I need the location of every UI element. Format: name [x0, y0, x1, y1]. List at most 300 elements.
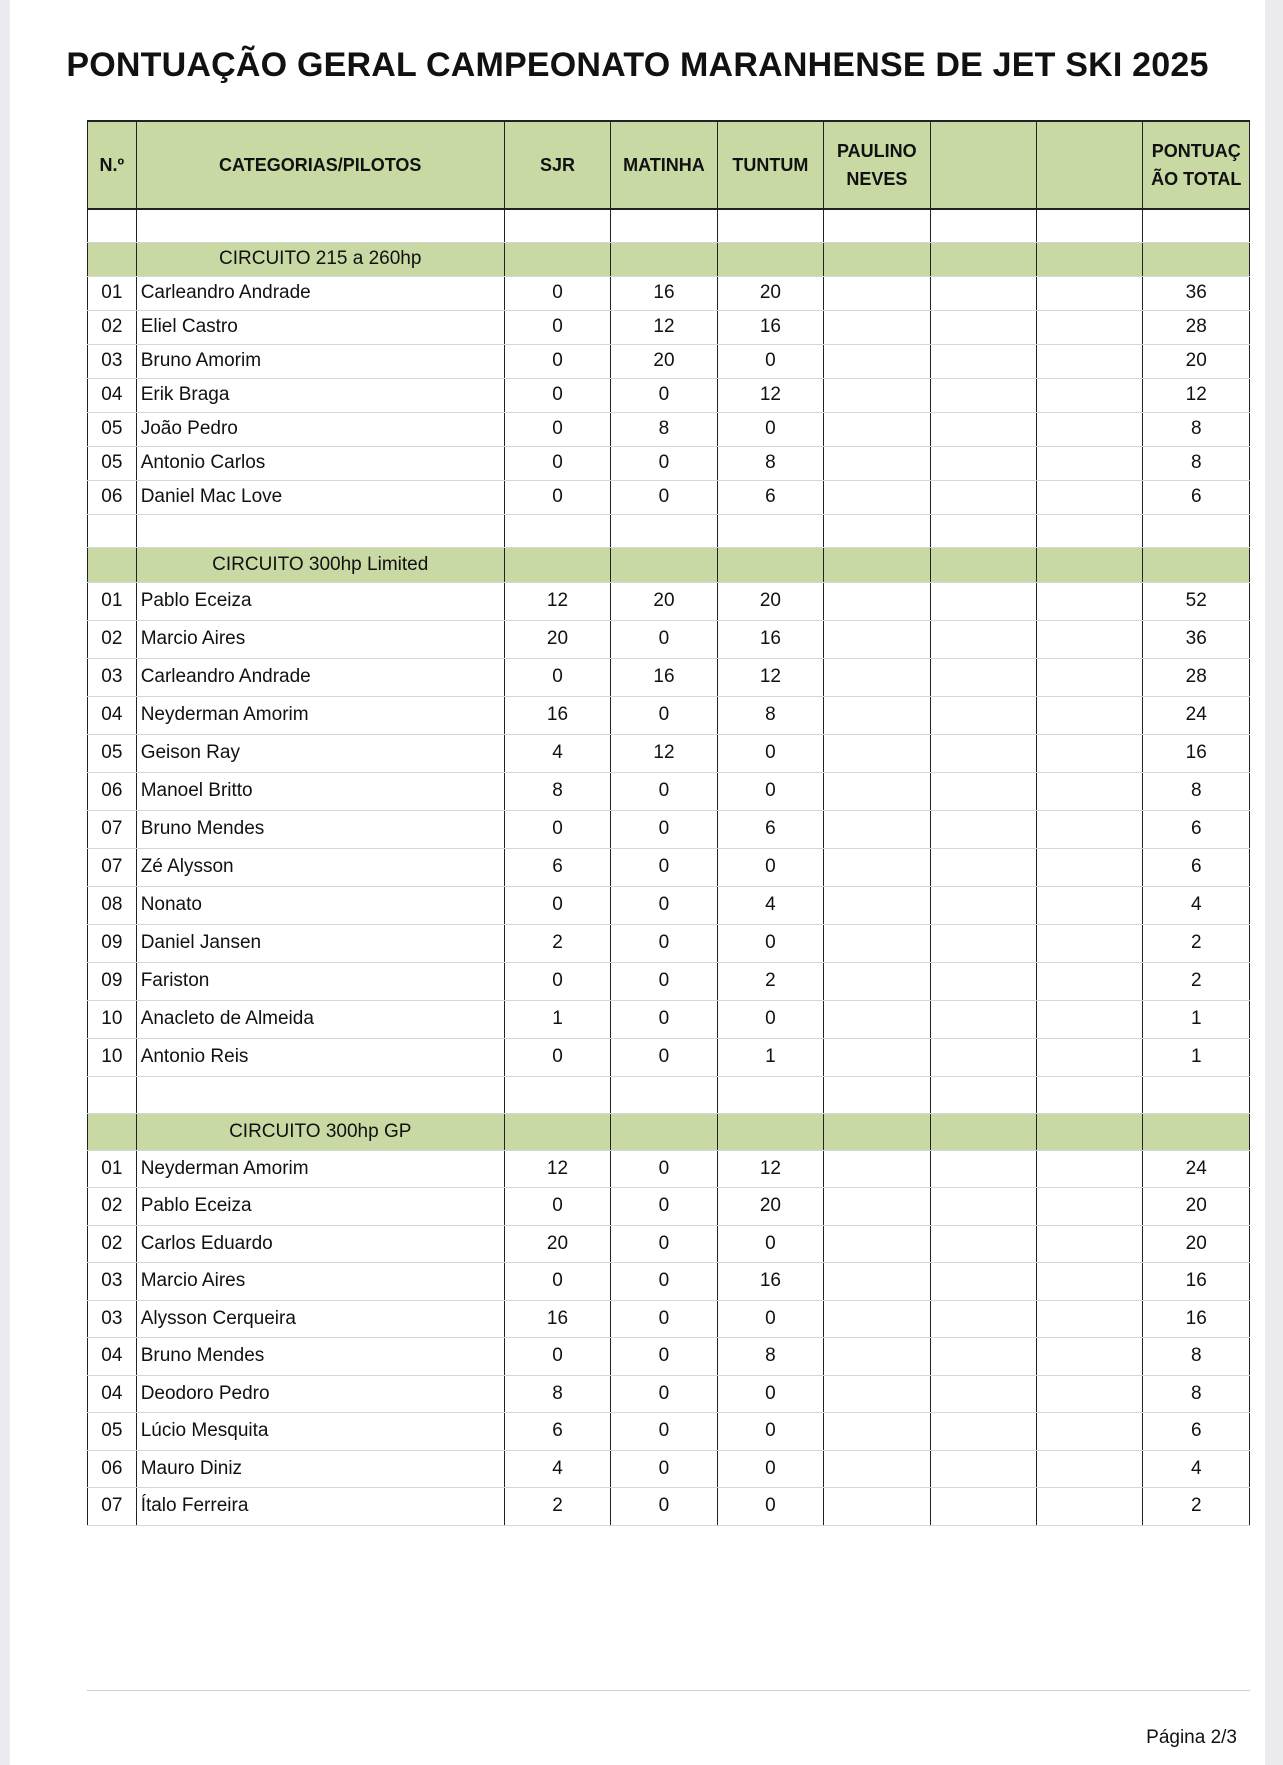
category-title: CIRCUITO 215 a 260hp: [136, 242, 504, 276]
empty-cell: [930, 378, 1036, 412]
position-cell: 06: [88, 480, 137, 514]
matinha-points-cell: 0: [611, 810, 717, 848]
tuntum-points-cell: 0: [717, 924, 823, 962]
empty-cell: [88, 242, 137, 276]
position-cell: 03: [88, 344, 137, 378]
tuntum-points-cell: 20: [717, 1188, 823, 1226]
empty-cell: [1037, 242, 1143, 276]
table-row: [88, 1150, 1250, 1188]
header-num: N.º: [88, 121, 137, 209]
empty-cell: [930, 1113, 1036, 1150]
total-points-cell: 1: [1143, 1000, 1250, 1038]
total-points-cell: 2: [1143, 1488, 1250, 1526]
empty-cell: [1037, 924, 1143, 962]
empty-cell: [930, 810, 1036, 848]
empty-cell: [930, 412, 1036, 446]
empty-cell: [930, 446, 1036, 480]
sjr-points-cell: 0: [504, 886, 610, 924]
table-row: [88, 480, 1250, 514]
sjr-points-cell: 2: [504, 924, 610, 962]
paulino-neves-points-cell: [824, 1413, 930, 1451]
empty-cell: [1037, 1000, 1143, 1038]
pilot-name-cell: Antonio Reis: [136, 1038, 504, 1076]
empty-cell: [1037, 1375, 1143, 1413]
empty-cell: [504, 242, 610, 276]
tuntum-points-cell: 20: [717, 582, 823, 620]
tuntum-points-cell: 16: [717, 310, 823, 344]
matinha-points-cell: 0: [611, 1450, 717, 1488]
tuntum-points-cell: 6: [717, 810, 823, 848]
paulino-neves-points-cell: [824, 1188, 930, 1226]
header-total: PONTUAÇ ÃO TOTAL: [1143, 121, 1250, 209]
empty-cell: [930, 924, 1036, 962]
empty-cell: [88, 209, 137, 242]
paulino-neves-points-cell: [824, 924, 930, 962]
pilot-name-cell: Pablo Eceiza: [136, 582, 504, 620]
matinha-points-cell: 0: [611, 848, 717, 886]
empty-cell: [930, 962, 1036, 1000]
matinha-points-cell: 20: [611, 344, 717, 378]
position-cell: 06: [88, 1450, 137, 1488]
table-row: [88, 1375, 1250, 1413]
empty-cell: [930, 1263, 1036, 1301]
empty-cell: [611, 209, 717, 242]
sjr-points-cell: 0: [504, 276, 610, 310]
total-points-cell: 20: [1143, 1225, 1250, 1263]
table-row: [88, 412, 1250, 446]
total-points-cell: 52: [1143, 582, 1250, 620]
matinha-points-cell: 0: [611, 1375, 717, 1413]
total-points-cell: 8: [1143, 446, 1250, 480]
empty-cell: [1037, 848, 1143, 886]
matinha-points-cell: 0: [611, 378, 717, 412]
total-points-cell: 36: [1143, 620, 1250, 658]
empty-cell: [1037, 310, 1143, 344]
tuntum-points-cell: 20: [717, 276, 823, 310]
total-points-cell: 28: [1143, 658, 1250, 696]
paulino-neves-points-cell: [824, 620, 930, 658]
position-cell: 04: [88, 696, 137, 734]
matinha-points-cell: 0: [611, 1338, 717, 1376]
sjr-points-cell: 0: [504, 962, 610, 1000]
sjr-points-cell: 8: [504, 772, 610, 810]
table-row: [88, 1488, 1250, 1526]
matinha-points-cell: 0: [611, 1038, 717, 1076]
paulino-neves-points-cell: [824, 446, 930, 480]
tuntum-points-cell: 2: [717, 962, 823, 1000]
matinha-points-cell: 20: [611, 582, 717, 620]
sjr-points-cell: 0: [504, 310, 610, 344]
empty-cell: [930, 209, 1036, 242]
empty-cell: [504, 514, 610, 547]
total-points-cell: 16: [1143, 1300, 1250, 1338]
position-cell: 02: [88, 1188, 137, 1226]
empty-cell: [611, 547, 717, 582]
empty-cell: [1143, 242, 1250, 276]
matinha-points-cell: 0: [611, 962, 717, 1000]
empty-cell: [930, 1450, 1036, 1488]
tuntum-points-cell: 6: [717, 480, 823, 514]
paulino-neves-points-cell: [824, 1375, 930, 1413]
standings-table-container: [87, 120, 1250, 1691]
sjr-points-cell: 16: [504, 696, 610, 734]
paulino-neves-points-cell: [824, 480, 930, 514]
tuntum-points-cell: 1: [717, 1038, 823, 1076]
position-cell: 07: [88, 848, 137, 886]
position-cell: 04: [88, 378, 137, 412]
pilot-name-cell: Alysson Cerqueira: [136, 1300, 504, 1338]
pilot-name-cell: Marcio Aires: [136, 1263, 504, 1301]
empty-cell: [1143, 1076, 1250, 1113]
empty-cell: [1037, 772, 1143, 810]
pilot-name-cell: Neyderman Amorim: [136, 696, 504, 734]
empty-cell: [717, 1113, 823, 1150]
tuntum-points-cell: 12: [717, 378, 823, 412]
standings-table: [87, 120, 1250, 1526]
total-points-cell: 4: [1143, 1450, 1250, 1488]
paulino-neves-points-cell: [824, 1488, 930, 1526]
sjr-points-cell: 6: [504, 848, 610, 886]
empty-cell: [1037, 1225, 1143, 1263]
spacer-row: [88, 514, 1250, 547]
matinha-points-cell: 0: [611, 772, 717, 810]
tuntum-points-cell: 16: [717, 1263, 823, 1301]
empty-cell: [88, 514, 137, 547]
sjr-points-cell: 20: [504, 620, 610, 658]
total-points-cell: 2: [1143, 924, 1250, 962]
table-row: [88, 1038, 1250, 1076]
empty-cell: [930, 772, 1036, 810]
empty-cell: [1037, 344, 1143, 378]
tuntum-points-cell: 0: [717, 1488, 823, 1526]
position-cell: 07: [88, 1488, 137, 1526]
position-cell: 01: [88, 582, 137, 620]
pilot-name-cell: Zé Alysson: [136, 848, 504, 886]
tuntum-points-cell: 12: [717, 1150, 823, 1188]
tuntum-points-cell: 0: [717, 848, 823, 886]
sjr-points-cell: 12: [504, 582, 610, 620]
tuntum-points-cell: 4: [717, 886, 823, 924]
empty-cell: [930, 514, 1036, 547]
table-row: [88, 310, 1250, 344]
empty-cell: [1037, 547, 1143, 582]
sjr-points-cell: 0: [504, 412, 610, 446]
matinha-points-cell: 16: [611, 276, 717, 310]
empty-cell: [504, 1076, 610, 1113]
empty-cell: [930, 1000, 1036, 1038]
position-cell: 09: [88, 962, 137, 1000]
paulino-neves-points-cell: [824, 1300, 930, 1338]
total-points-cell: 8: [1143, 1375, 1250, 1413]
matinha-points-cell: 12: [611, 310, 717, 344]
position-cell: 08: [88, 886, 137, 924]
empty-cell: [136, 209, 504, 242]
position-cell: 02: [88, 1225, 137, 1263]
sjr-points-cell: 16: [504, 1300, 610, 1338]
sjr-points-cell: 4: [504, 734, 610, 772]
sjr-points-cell: 0: [504, 1038, 610, 1076]
table-body: [88, 209, 1250, 1525]
empty-cell: [1037, 734, 1143, 772]
matinha-points-cell: 0: [611, 446, 717, 480]
empty-cell: [1037, 1413, 1143, 1451]
empty-cell: [1037, 514, 1143, 547]
spacer-row: [88, 209, 1250, 242]
empty-cell: [930, 480, 1036, 514]
table-row: [88, 1263, 1250, 1301]
empty-cell: [1143, 209, 1250, 242]
position-cell: 02: [88, 310, 137, 344]
empty-cell: [930, 1150, 1036, 1188]
empty-cell: [504, 1113, 610, 1150]
table-row: [88, 446, 1250, 480]
pilot-name-cell: Carleandro Andrade: [136, 276, 504, 310]
empty-cell: [1037, 962, 1143, 1000]
position-cell: 05: [88, 446, 137, 480]
paulino-neves-points-cell: [824, 1225, 930, 1263]
empty-cell: [930, 547, 1036, 582]
sjr-points-cell: 6: [504, 1413, 610, 1451]
empty-cell: [1037, 1338, 1143, 1376]
category-row: [88, 1113, 1250, 1150]
empty-cell: [930, 620, 1036, 658]
empty-cell: [717, 242, 823, 276]
position-cell: 03: [88, 658, 137, 696]
total-points-cell: 6: [1143, 848, 1250, 886]
empty-cell: [930, 582, 1036, 620]
empty-cell: [611, 514, 717, 547]
empty-cell: [824, 1113, 930, 1150]
total-points-cell: 6: [1143, 480, 1250, 514]
pilot-name-cell: Erik Braga: [136, 378, 504, 412]
empty-cell: [930, 1188, 1036, 1226]
tuntum-points-cell: 0: [717, 1413, 823, 1451]
tuntum-points-cell: 0: [717, 1375, 823, 1413]
position-cell: 04: [88, 1338, 137, 1376]
empty-cell: [930, 242, 1036, 276]
empty-cell: [1037, 1113, 1143, 1150]
empty-cell: [136, 514, 504, 547]
table-row: [88, 886, 1250, 924]
header-category: CATEGORIAS/PILOTOS: [136, 121, 504, 209]
empty-cell: [930, 1338, 1036, 1376]
pilot-name-cell: Geison Ray: [136, 734, 504, 772]
table-row: [88, 1450, 1250, 1488]
empty-cell: [1037, 1150, 1143, 1188]
table-row: [88, 658, 1250, 696]
empty-cell: [930, 1488, 1036, 1526]
sjr-points-cell: 0: [504, 1338, 610, 1376]
tuntum-points-cell: 8: [717, 446, 823, 480]
paulino-neves-points-cell: [824, 848, 930, 886]
empty-cell: [1037, 886, 1143, 924]
table-row: [88, 582, 1250, 620]
tuntum-points-cell: 0: [717, 344, 823, 378]
empty-cell: [611, 242, 717, 276]
empty-cell: [930, 734, 1036, 772]
position-cell: 01: [88, 1150, 137, 1188]
tuntum-points-cell: 0: [717, 1450, 823, 1488]
header-sjr: SJR: [504, 121, 610, 209]
category-row: [88, 242, 1250, 276]
paulino-neves-points-cell: [824, 310, 930, 344]
pilot-name-cell: Antonio Carlos: [136, 446, 504, 480]
matinha-points-cell: 0: [611, 1300, 717, 1338]
table-row: [88, 962, 1250, 1000]
matinha-points-cell: 16: [611, 658, 717, 696]
empty-cell: [1037, 1076, 1143, 1113]
empty-cell: [930, 1375, 1036, 1413]
matinha-points-cell: 0: [611, 924, 717, 962]
paulino-neves-points-cell: [824, 344, 930, 378]
pilot-name-cell: Neyderman Amorim: [136, 1150, 504, 1188]
total-points-cell: 6: [1143, 1413, 1250, 1451]
empty-cell: [824, 242, 930, 276]
table-row: [88, 810, 1250, 848]
total-points-cell: 1: [1143, 1038, 1250, 1076]
pilot-name-cell: Nonato: [136, 886, 504, 924]
total-points-cell: 12: [1143, 378, 1250, 412]
total-points-cell: 20: [1143, 344, 1250, 378]
matinha-points-cell: 0: [611, 1000, 717, 1038]
matinha-points-cell: 0: [611, 1225, 717, 1263]
matinha-points-cell: 0: [611, 1150, 717, 1188]
empty-cell: [930, 1038, 1036, 1076]
empty-cell: [717, 1076, 823, 1113]
spacer-row: [88, 1076, 1250, 1113]
table-row: [88, 620, 1250, 658]
position-cell: 06: [88, 772, 137, 810]
empty-cell: [930, 886, 1036, 924]
empty-cell: [1037, 582, 1143, 620]
position-cell: 04: [88, 1375, 137, 1413]
sjr-points-cell: 0: [504, 344, 610, 378]
empty-cell: [930, 658, 1036, 696]
pilot-name-cell: Ítalo Ferreira: [136, 1488, 504, 1526]
table-header-row: [88, 121, 1250, 209]
paulino-neves-points-cell: [824, 1150, 930, 1188]
table-row: [88, 1413, 1250, 1451]
empty-cell: [930, 1076, 1036, 1113]
sjr-points-cell: 1: [504, 1000, 610, 1038]
empty-cell: [824, 547, 930, 582]
tuntum-points-cell: 0: [717, 412, 823, 446]
empty-cell: [88, 1113, 137, 1150]
pilot-name-cell: Lúcio Mesquita: [136, 1413, 504, 1451]
table-row: [88, 848, 1250, 886]
sjr-points-cell: 0: [504, 480, 610, 514]
sjr-points-cell: 8: [504, 1375, 610, 1413]
category-title: CIRCUITO 300hp GP: [136, 1113, 504, 1150]
pilot-name-cell: Deodoro Pedro: [136, 1375, 504, 1413]
total-points-cell: 28: [1143, 310, 1250, 344]
header-blank-1: [930, 121, 1036, 209]
empty-cell: [1037, 1038, 1143, 1076]
empty-cell: [930, 1300, 1036, 1338]
sjr-points-cell: 12: [504, 1150, 610, 1188]
empty-cell: [504, 209, 610, 242]
sjr-points-cell: 2: [504, 1488, 610, 1526]
tuntum-points-cell: 0: [717, 1000, 823, 1038]
empty-cell: [611, 1076, 717, 1113]
empty-cell: [1037, 1300, 1143, 1338]
header-tuntum: TUNTUM: [717, 121, 823, 209]
pilot-name-cell: Manoel Britto: [136, 772, 504, 810]
empty-cell: [1037, 1488, 1143, 1526]
paulino-neves-points-cell: [824, 1038, 930, 1076]
empty-cell: [717, 209, 823, 242]
empty-cell: [930, 1413, 1036, 1451]
sjr-points-cell: 20: [504, 1225, 610, 1263]
empty-cell: [1037, 1263, 1143, 1301]
pilot-name-cell: Bruno Amorim: [136, 344, 504, 378]
paulino-neves-points-cell: [824, 582, 930, 620]
paulino-neves-points-cell: [824, 1450, 930, 1488]
empty-cell: [1037, 810, 1143, 848]
total-points-cell: 6: [1143, 810, 1250, 848]
total-points-cell: 20: [1143, 1188, 1250, 1226]
tuntum-points-cell: 0: [717, 1225, 823, 1263]
matinha-points-cell: 8: [611, 412, 717, 446]
empty-cell: [1037, 696, 1143, 734]
pilot-name-cell: Pablo Eceiza: [136, 1188, 504, 1226]
empty-cell: [930, 1225, 1036, 1263]
paulino-neves-points-cell: [824, 886, 930, 924]
empty-cell: [88, 1076, 137, 1113]
total-points-cell: 16: [1143, 734, 1250, 772]
table-row: [88, 1188, 1250, 1226]
total-points-cell: 8: [1143, 1338, 1250, 1376]
pilot-name-cell: Eliel Castro: [136, 310, 504, 344]
total-points-cell: 24: [1143, 1150, 1250, 1188]
tuntum-points-cell: 8: [717, 1338, 823, 1376]
empty-cell: [1037, 1188, 1143, 1226]
sjr-points-cell: 0: [504, 1263, 610, 1301]
pilot-name-cell: Carleandro Andrade: [136, 658, 504, 696]
page-title: PONTUAÇÃO GERAL CAMPEONATO MARANHENSE DE JET SKI 2025: [66, 46, 1209, 84]
sjr-points-cell: 0: [504, 446, 610, 480]
position-cell: 05: [88, 412, 137, 446]
position-cell: 05: [88, 1413, 137, 1451]
paulino-neves-points-cell: [824, 378, 930, 412]
position-cell: 01: [88, 276, 137, 310]
table-row: [88, 1000, 1250, 1038]
matinha-points-cell: 12: [611, 734, 717, 772]
matinha-points-cell: 0: [611, 1488, 717, 1526]
header-paulino-neves: PAULINO NEVES: [824, 121, 930, 209]
empty-cell: [1037, 412, 1143, 446]
empty-cell: [1143, 547, 1250, 582]
pilot-name-cell: Fariston: [136, 962, 504, 1000]
tuntum-points-cell: 12: [717, 658, 823, 696]
header-blank-2: [1037, 121, 1143, 209]
pilot-name-cell: Anacleto de Almeida: [136, 1000, 504, 1038]
paulino-neves-points-cell: [824, 412, 930, 446]
empty-cell: [824, 1076, 930, 1113]
empty-cell: [824, 514, 930, 547]
empty-cell: [611, 1113, 717, 1150]
sjr-points-cell: 0: [504, 1188, 610, 1226]
empty-cell: [1143, 514, 1250, 547]
paulino-neves-points-cell: [824, 696, 930, 734]
table-row: [88, 344, 1250, 378]
paulino-neves-points-cell: [824, 276, 930, 310]
table-row: [88, 734, 1250, 772]
matinha-points-cell: 0: [611, 886, 717, 924]
table-row: [88, 276, 1250, 310]
total-points-cell: 8: [1143, 412, 1250, 446]
table-row: [88, 1338, 1250, 1376]
